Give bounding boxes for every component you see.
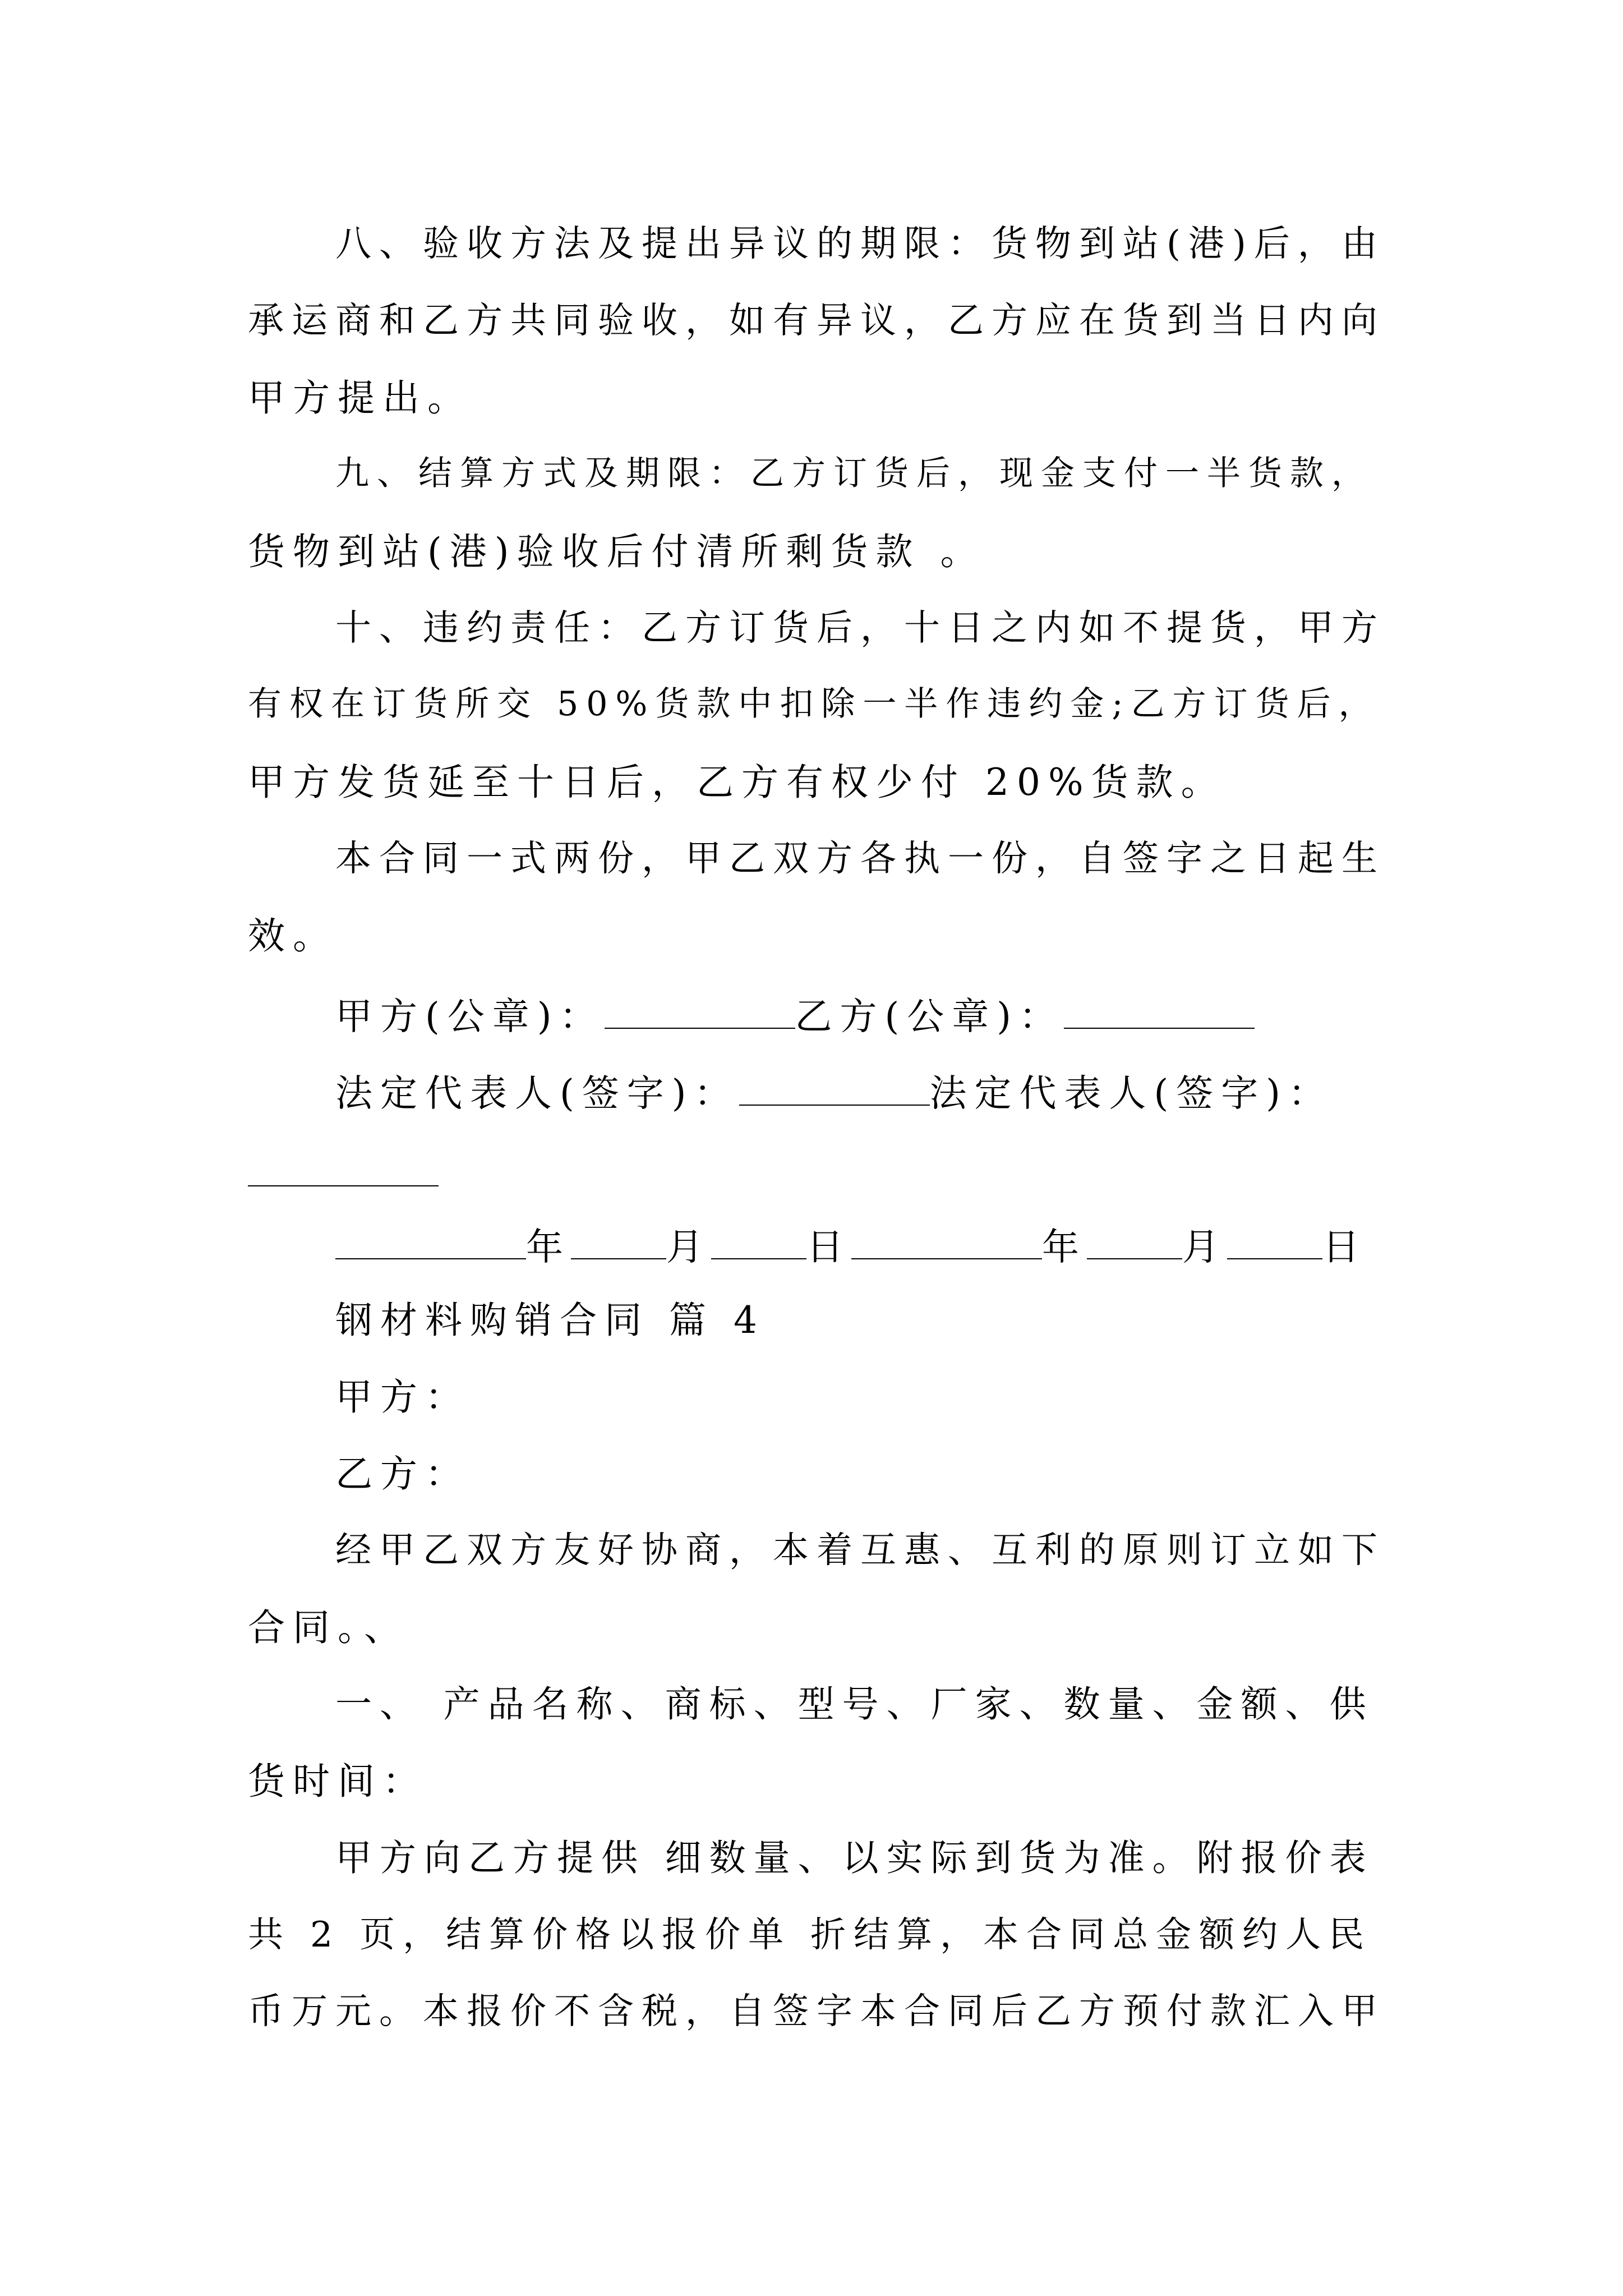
party-a-year-label: 年: [526, 1225, 571, 1269]
clause-10-line-1: 十、违约责任：乙方订货后，十日之内如不提货，甲方: [335, 608, 1385, 649]
party-a-month-label: 月: [666, 1225, 711, 1269]
date-line: [335, 1225, 1367, 1269]
party-b-day-label: 日: [1322, 1225, 1367, 1269]
representative-line: [335, 1071, 1333, 1115]
clause-9-line-1: 九、结算方式及期限：乙方订货后，现金支付一半货款，: [335, 454, 1373, 493]
seal-line: [335, 995, 1255, 1038]
party-b-year-blank[interactable]: [851, 1225, 1042, 1259]
supply-line-1: 甲方向乙方提供 细数量、以实际到货为准。附报价表: [335, 1837, 1374, 1879]
party-a-seal-label: 甲方(公章)：: [335, 995, 605, 1038]
clause-8-line-3: 甲方提出。: [248, 376, 472, 420]
item-1-line-1: 一、 产品名称、商标、型号、厂家、数量、金额、供: [335, 1683, 1374, 1726]
party-b-day-blank[interactable]: [1227, 1225, 1322, 1259]
party-a-rep-blank[interactable]: [739, 1071, 930, 1106]
intro-line-2: 合同。、: [248, 1606, 409, 1649]
party-a-rep-label: 法定代表人(签字)：: [335, 1071, 739, 1115]
party-b-month-label: 月: [1182, 1225, 1227, 1269]
copies-clause-line-2: 效。: [248, 914, 338, 958]
party-b-seal-label: 乙方(公章)：: [795, 995, 1064, 1038]
supply-line-3: 币万元。本报价不含税，自签字本合同后乙方预付款汇入甲: [248, 1991, 1385, 2032]
supply-line-2: 共 2 页，结算价格以报价单 折结算，本合同总金额约人民: [248, 1914, 1372, 1955]
copies-clause-line-1: 本合同一式两份，甲乙双方各执一份，自签字之日起生: [335, 838, 1385, 880]
clause-8-line-2: 承运商和乙方共同验收，如有异议，乙方应在货到当日内向: [248, 300, 1385, 342]
party-b-year-label: 年: [1042, 1225, 1087, 1269]
party-a-month-blank[interactable]: [571, 1225, 666, 1259]
party-a-seal-blank[interactable]: [605, 995, 795, 1029]
intro-line-1: 经甲乙双方友好协商，本着互惠、互利的原则订立如下: [335, 1530, 1385, 1571]
party-b-month-blank[interactable]: [1087, 1225, 1182, 1259]
section-title: 钢材料购销合同 篇 4: [335, 1299, 765, 1342]
clause-8-line-1: 八、验收方法及提出异议的期限：货物到站(港)后，由: [335, 223, 1385, 265]
clause-10-line-2: 有权在订货所交 50%货款中扣除一半作违约金;乙方订货后，: [248, 684, 1380, 724]
party-a-day-label: 日: [806, 1225, 851, 1269]
party-b-seal-blank[interactable]: [1064, 995, 1255, 1029]
clause-9-line-2: 货物到站(港)验收后付清所剩货款 。: [248, 530, 985, 573]
clause-10-line-3: 甲方发货延至十日后，乙方有权少付 20%货款。: [248, 761, 1226, 804]
party-b-rep-label: 法定代表人(签字)：: [929, 1071, 1333, 1115]
party-b-rep-blank-continued[interactable]: [248, 1185, 439, 1186]
party-a-label: 甲方：: [335, 1375, 470, 1419]
party-a-year-blank[interactable]: [335, 1225, 526, 1259]
party-b-label: 乙方：: [335, 1452, 470, 1496]
item-1-line-2: 货时间：: [248, 1760, 427, 1803]
party-a-day-blank[interactable]: [711, 1225, 806, 1259]
